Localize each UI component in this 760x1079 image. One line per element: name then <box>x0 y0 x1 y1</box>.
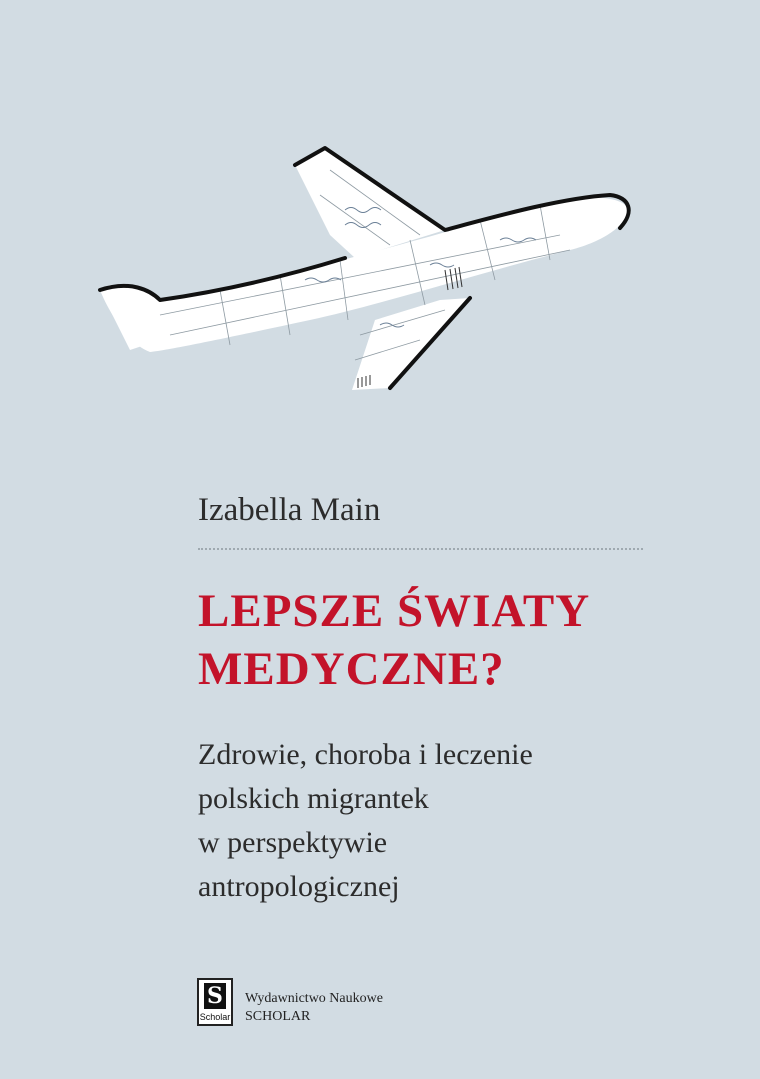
publisher-line-2: SCHOLAR <box>245 1009 311 1024</box>
logo-word: Scholar <box>199 1012 231 1022</box>
airplane-illustration-icon <box>90 140 640 400</box>
author-name: Izabella Main <box>198 492 381 528</box>
scholar-logo-icon <box>197 978 233 1026</box>
subtitle-line-1: Zdrowie, choroba i leczenie <box>198 738 533 771</box>
subtitle-line-4: antropologicznej <box>198 870 400 903</box>
dotted-divider <box>198 548 643 550</box>
book-subtitle <box>198 733 678 909</box>
title-line-1: LEPSZE ŚWIATY <box>198 585 591 637</box>
subtitle-line-2: polskich migrantek <box>198 782 429 815</box>
publisher-name <box>245 990 383 1026</box>
logo-letter: S <box>204 983 226 1009</box>
subtitle-line-3: w perspektywie <box>198 826 388 859</box>
title-line-2: MEDYCZNE? <box>198 643 505 695</box>
book-title <box>198 582 718 698</box>
publisher-line-1: Wydawnictwo Naukowe <box>245 991 383 1006</box>
